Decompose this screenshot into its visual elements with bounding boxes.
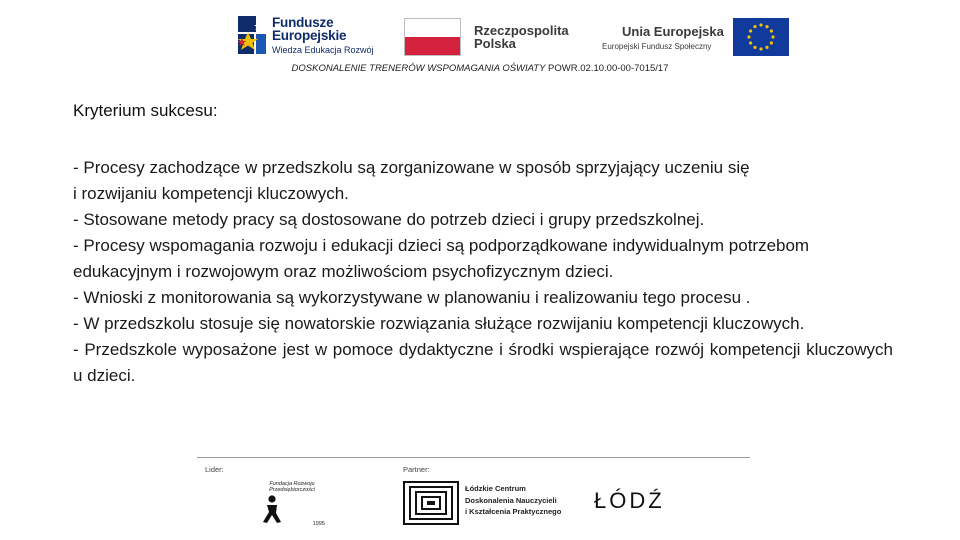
lodz-logo-text: ŁÓDŹ bbox=[594, 488, 665, 513]
fundusze-europejskie-logo bbox=[234, 12, 374, 60]
criteria-list bbox=[73, 155, 893, 389]
polish-flag-icon bbox=[404, 18, 461, 56]
project-identifier: DOSKONALENIE TRENERÓW WSPOMAGANIA OŚWIATY POWR.02.10.00-00-7015/17 bbox=[291, 63, 669, 74]
ue-logo-title: Unia Europejska bbox=[622, 24, 724, 39]
footer bbox=[197, 457, 750, 540]
criterion-3: - Procesy wspomagania rozwoju i edukacji dzieci są podporządkowane indywidualnym potrzebom edukacyjnym i rozwojowym oraz możliwościom psychofizycznym dzieci. bbox=[73, 236, 810, 281]
criterion-4: - Wnioski z monitorowania są wykorzystywane w planowaniu i realizowaniu tego procesu . bbox=[73, 288, 751, 307]
page-title: Kryterium sukcesu: bbox=[73, 101, 218, 120]
criterion-1-line-2: i rozwijaniu kompetencji kluczowych. bbox=[73, 184, 349, 203]
lider-logo bbox=[255, 481, 327, 527]
fe-stars-icon bbox=[234, 12, 268, 58]
lider-year: 1995 bbox=[312, 521, 325, 527]
footer-divider bbox=[197, 457, 750, 458]
rzeczpospolita-polska-logo bbox=[404, 18, 579, 58]
partner-name: Łódzkie Centrum Doskonalenia Nauczycieli i Kształcenia Praktycznego bbox=[465, 484, 562, 516]
ue-logo-subtitle: Europejski Fundusz Społeczny bbox=[602, 42, 712, 51]
lodz-city-logo bbox=[592, 487, 670, 513]
criterion-5: - W przedszkolu stosuje się nowatorskie rozwiązania służące rozwijaniu kompetencji kluczowych. bbox=[73, 314, 805, 333]
unia-europejska-logo bbox=[600, 18, 792, 60]
lcdnikp-logo-icon bbox=[403, 481, 459, 525]
criterion-1-line-1: - Procesy zachodzące w przedszkolu są zorganizowane w sposób sprzyjający uczeniu się bbox=[73, 158, 750, 177]
fe-logo-text: Fundusze Europejskie bbox=[272, 15, 347, 43]
criterion-2: - Stosowane metody pracy są dostosowane do potrzeb dzieci i grupy przedszkolnej. bbox=[73, 210, 705, 229]
criterion-6: - Przedszkole wyposażone jest w pomoce dydaktyczne i środki wspierające rozwój kompetencji kluczowych u dzieci. bbox=[73, 340, 893, 385]
rp-logo-text: Rzeczpospolita Polska bbox=[474, 23, 569, 51]
eu-flag-icon bbox=[733, 18, 789, 56]
partner-label: Partner: bbox=[403, 465, 430, 474]
fe-logo-subtitle: Wiedza Edukacja Rozwój bbox=[272, 45, 374, 55]
lider-name: Fundacja Rozwoju Przedsiębiorczości bbox=[269, 481, 315, 493]
header bbox=[0, 0, 960, 80]
walking-figure-icon bbox=[259, 495, 289, 525]
lider-label: Lider: bbox=[205, 465, 224, 474]
